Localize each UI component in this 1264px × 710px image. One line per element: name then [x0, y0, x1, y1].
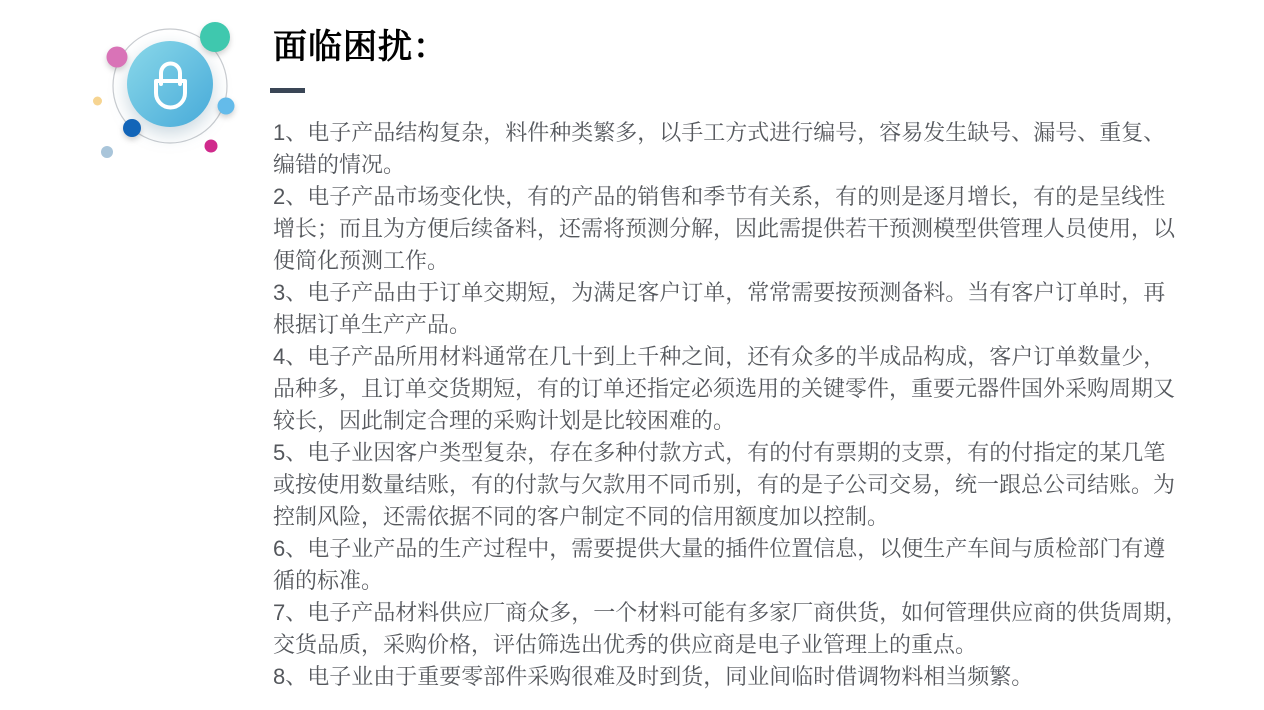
- dot-steel-blue: [101, 146, 113, 158]
- issue-item-4: 4、电子产品所用材料通常在几十到上千种之间，还有众多的半成品构成，客户订单数量少，品种多，且订单交货期短，有的订单还指定必须选用的关键零件，重要元器件国外采购周期又较长，因此制定合理的采购计划是比较困难的。: [273, 344, 1176, 433]
- issue-list: [273, 117, 1205, 693]
- issue-item-1: 1、电子产品结构复杂，料件种类繁多，以手工方式进行编号，容易发生缺号、漏号、重复、编错的情况。: [273, 120, 1166, 177]
- lock-badge-circle: [127, 41, 213, 127]
- page-title: 面临困扰：: [273, 28, 448, 66]
- dot-pink: [107, 47, 128, 68]
- dot-dark-blue: [123, 119, 141, 137]
- issue-item-5: 5、电子业因客户类型复杂，存在多种付款方式，有的付有票期的支票，有的付指定的某几笔或按使用数量结账，有的付款与欠款用不同币别，有的是子公司交易，统一跟总公司结账。为控制风险，还需依据不同的客户制定不同的信用额度加以控制。: [273, 440, 1176, 529]
- dot-magenta: [205, 140, 218, 153]
- title-accent-bar: [270, 88, 305, 93]
- lock-badge: [78, 0, 242, 172]
- issue-item-7: 7、电子产品材料供应厂商众多，一个材料可能有多家厂商供货，如何管理供应商的供货周期， 交货品质，采购价格，评估筛选出优秀的供应商是电子业管理上的重点。: [273, 600, 1205, 657]
- title-accent-rect: [270, 88, 305, 93]
- issue-item-6: 6、电子业产品的生产过程中，需要提供大量的插件位置信息，以便生产车间与质检部门有遵循的标准。: [273, 536, 1166, 593]
- dot-yellow: [93, 97, 102, 106]
- issue-item-3: 3、电子产品由于订单交期短，为满足客户订单，常常需要按预测备料。当有客户订单时，再根据订单生产产品。: [273, 280, 1166, 337]
- issue-item-2: 2、电子产品市场变化快，有的产品的销售和季节有关系，有的则是逐月增长，有的是呈线性增长；而且为方便后续备料，还需将预测分解，因此需提供若干预测模型供管理人员使用，以便简化预测工作。: [273, 184, 1176, 273]
- content-area: [273, 26, 1205, 693]
- issue-item-8: 8、电子业由于重要零部件采购很难及时到货，同业间临时借调物料相当频繁。: [273, 664, 1034, 689]
- dot-teal: [200, 22, 230, 52]
- dot-light-blue: [218, 98, 235, 115]
